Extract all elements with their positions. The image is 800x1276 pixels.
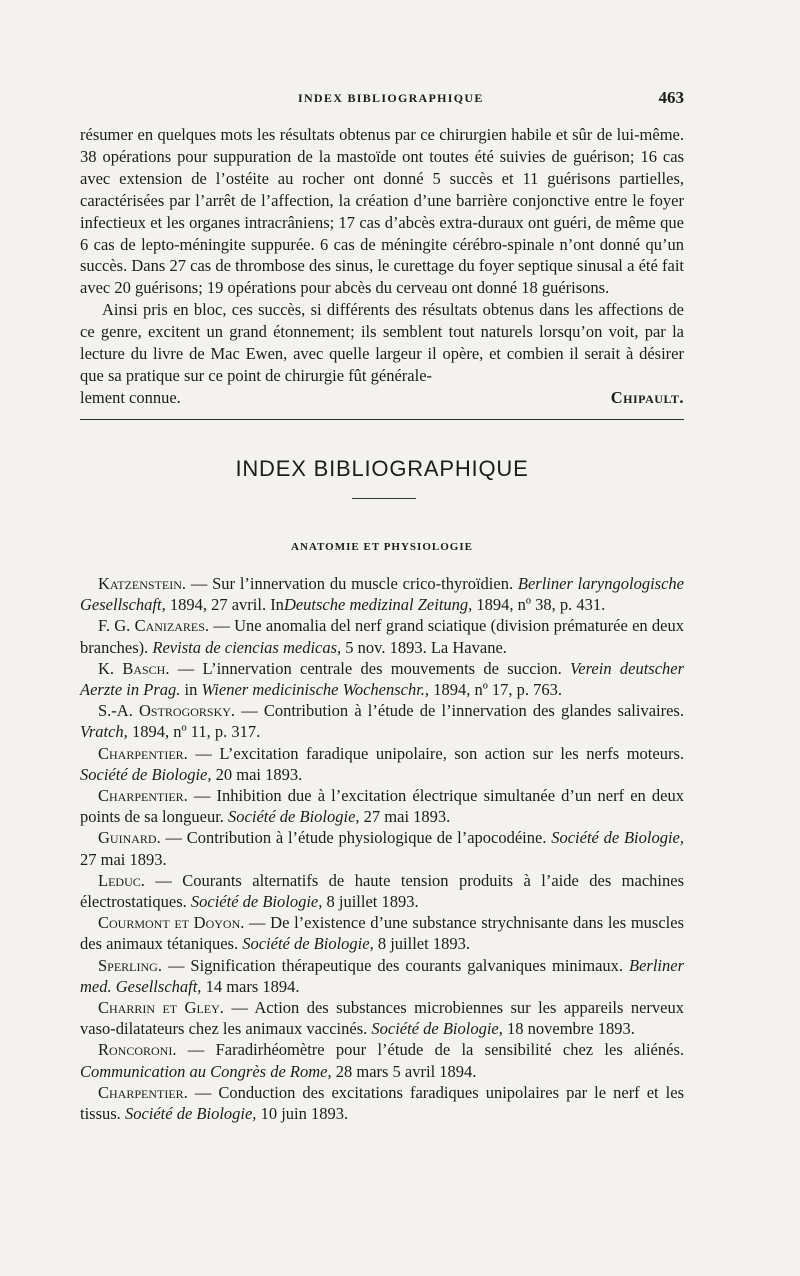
ref-details: 27 mai 1893. (80, 849, 167, 869)
reference-entry (80, 785, 684, 827)
signature-line (80, 387, 684, 409)
ref-journal: Société de Biologie, (551, 828, 684, 848)
ref-text: — Sur l’innervation du muscle crico-thyroïdien. (186, 574, 518, 593)
reference-entry (80, 700, 684, 742)
ref-details: 27 mai 1893. (359, 807, 451, 827)
ref-journal: Vratch, (80, 722, 128, 742)
reference-entry (80, 1039, 684, 1081)
section-divider (80, 419, 684, 420)
ref-text: — Une anomalia del nerf grand sciatique (division prématurée en deux branches). (80, 616, 685, 657)
ref-details-2: 1894, nº 38, p. 431. (472, 595, 606, 615)
author-signature: Chipault. (610, 387, 684, 407)
ref-text: — Action des substances microbiennes sur les appareils nerveux vaso-dilatateurs chez les animaux vaccinés. (80, 998, 684, 1039)
ref-author: S.-A. Ostrogorsky. (98, 701, 236, 721)
reference-entry (80, 1082, 684, 1124)
review-paragraph-2-text: Ainsi pris en bloc, ces succès, si différents des résultats obtenus dans les affections de ce genre, excitent un grand étonnement; ils semblent tout naturels lorsqu’on voit, par la lecture du livre de Mac Ewen, avec quelle largeur il opère, et combien il serait à désirer que sa pratique sur ce point de chirurgie fût générale (80, 300, 684, 385)
ref-author: Courmont et Doyon. (98, 913, 245, 933)
ref-details: 8 juillet 1893. (373, 934, 470, 954)
review-paragraph-2: Ainsi pris en bloc, ces succès, si différents des résultats obtenus dans les affections de ce genre, excitent un grand étonnement; ils semblent tout naturels lorsqu’on voit, par la lecture du livre de Mac Ewen, avec quelle largeur il opère, et combien il serait à désirer que sa pratique sur ce point de chirurgie fût générale- (80, 300, 684, 385)
ref-journal: Société de Biologie, (242, 934, 374, 954)
running-header (80, 89, 684, 109)
ref-details: 1894, nº 11, p. 317. (127, 722, 261, 742)
ref-details: 18 novembre 1893. (502, 1019, 635, 1039)
ref-text: — Courants alternatifs de haute tension produits à l’aide des machines électrostatiques. (80, 870, 684, 912)
ref-journal: Société de Biologie, (80, 764, 212, 784)
ref-details: 14 mars 1894. (201, 976, 300, 996)
ref-journal: Berliner laryngologische Gesellschaft, (80, 574, 684, 615)
ref-details: 5 nov. 1893. La Havane. (341, 637, 507, 657)
reference-entry (80, 912, 684, 954)
ref-journal: Société de Biologie, (124, 1104, 257, 1124)
ref-details: 28 mars 5 avril 1894. (331, 1061, 477, 1081)
ref-journal-2: Deutsche medizinal Zeitung, (283, 595, 473, 615)
reference-entry (80, 573, 684, 615)
review-paragraph-1: résumer en quelques mots les résultats obtenus par ce chirurgien habile et sûr de lui-même. 38 opérations pour suppuration de la mastoïde ont toutes été suivies de guérison; 16 cas avec extension de l’ostéite au rocher ont donné 5 succès et 11 guérisons partielles, caractérisées par l’arrêt de l’affection, la création d’une barrière conjonctive entre le foyer infectieux et les organes intracrâniens; 17 cas d’abcès extra-duraux ont guéri, de même que 6 cas de lepto-méningite suppurée. 6 cas de méningite cérébro-spinale n’ont donné qu’un succès. Dans 27 cas de thrombose des sinus, le curettage du foyer septique sinusal a été fait avec 20 guérisons; 19 opérations pour abcès du cerveau ont donné 18 guérisons. (80, 125, 684, 298)
review-text (80, 124, 684, 409)
ref-journal: Société de Biologie, (228, 807, 360, 827)
ref-journal: Revista de ciencias medicas, (152, 637, 342, 657)
reference-entry (80, 615, 684, 657)
ref-author: Sperling. (98, 955, 162, 975)
ref-details: 20 mai 1893. (211, 764, 303, 784)
index-heading: INDEX BIBLIOGRAPHIQUE (235, 456, 529, 481)
ref-details: 8 juillet 1893. (322, 892, 419, 912)
reference-entry (80, 743, 684, 785)
ref-author: Guinard. (98, 828, 161, 848)
ref-text: — L’innervation centrale des mouvements de succion. (169, 658, 571, 678)
ref-author: Charpentier. (98, 1082, 188, 1102)
ref-text: — Inhibition due à l’excitation électrique simultanée d’un nerf en deux points de sa longueur. (80, 786, 684, 827)
ref-details: 1894, 27 avril. In (165, 595, 284, 615)
reference-entry (80, 827, 684, 869)
reference-entry (80, 997, 684, 1039)
ref-text: — Signification thérapeutique des courants galvaniques minimaux. (161, 955, 629, 975)
review-closing-text: lement connue. (80, 387, 181, 407)
ref-details: in (180, 680, 202, 700)
ref-author: F. G. Canizares. (98, 616, 210, 636)
page-number: 463 (658, 88, 684, 107)
ref-journal: Berliner med. Gesellschaft, (80, 955, 684, 996)
ref-journal: Communication au Congrès de Rome, (80, 1061, 332, 1081)
ref-author: Katzenstein. (98, 574, 187, 593)
ref-author: Charpentier. (98, 743, 188, 763)
reference-list (80, 573, 684, 1124)
ref-details-2: 1894, nº 17, p. 763. (429, 680, 563, 700)
heading-underline (352, 498, 416, 499)
running-title: INDEX BIBLIOGRAPHIQUE (298, 91, 484, 105)
ref-journal: Société de Biologie, (371, 1019, 503, 1039)
ref-author: Leduc. (98, 870, 145, 890)
ref-journal-2: Wiener medicinische Wochenschr., (201, 680, 430, 700)
reference-entry (80, 955, 684, 997)
ref-author: Charrin et Gley. (98, 998, 224, 1018)
ref-text: — Conduction des excitations faradiques unipolaires par le nerf et les tissus. (80, 1082, 684, 1124)
ref-details: 10 juin 1893. (256, 1104, 349, 1124)
ref-text: — Contribution à l’étude de l’innervation des glandes salivaires. (235, 701, 684, 721)
ref-text: — Faradirhéomètre pour l’étude de la sensibilité chez les aliénés. (176, 1040, 684, 1060)
reference-entry (80, 870, 684, 912)
ref-author: K. Basch. (98, 658, 170, 678)
ref-journal: Verein deutscher Aerzte in Prag. (80, 658, 685, 700)
ref-author: Charpentier. (98, 786, 188, 806)
section-title: ANATOMIE ET PHYSIOLOGIE (291, 541, 473, 553)
ref-text: — L’excitation faradique unipolaire, son action sur les nerfs moteurs. (187, 743, 684, 763)
ref-author: Roncoroni. (98, 1040, 177, 1060)
reference-entry (80, 658, 684, 700)
ref-text: — De l’existence d’une substance strychnisante dans les muscles des animaux tétaniques. (80, 913, 684, 954)
ref-journal: Société de Biologie, (190, 892, 323, 912)
ref-text: — Contribution à l’étude physiologique de l’apocodéine. (160, 828, 552, 848)
